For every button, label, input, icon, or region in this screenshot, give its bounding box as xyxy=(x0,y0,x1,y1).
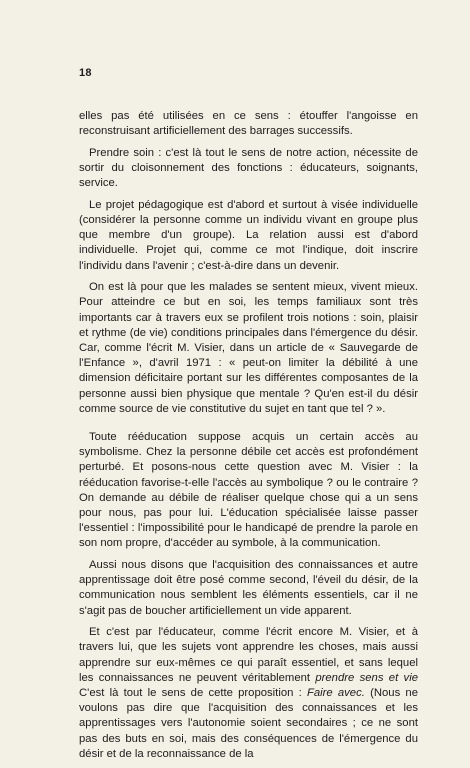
page-number: 18 xyxy=(79,67,92,79)
paragraph-continuation: elles pas été utilisées en ce sens : étouffer l'angoisse en reconstruisant artificiellement des barrages successifs. xyxy=(79,110,418,138)
paragraph-text-part-c: (Nous ne voulons pas dire que l'acquisition des connaissances et les apprentissages vers l'autonomie soient secondaires ; ce ne sont pas des buts en soi, mais des conséquences de l'émergence du désir et de la reconnaissance de la xyxy=(79,687,418,760)
paragraph-mieux-vivre: On est là pour que les malades se sentent mieux, vivent mieux. Pour atteindre ce but en soi, les temps familiaux sont très importants car à travers eux se profilent trois notions : soin, plaisir et rythme (de vie) conditions principales dans l'émergence du désir. Car, comme l'écrit M. Visier, dans un article de « Sauvegarde de l'Enfance », d'avril 1971 : « peut-on limiter la débilité à une dimension déficitaire portant sur les différentes composantes de la personne aussi bien physique que mentale ? Qu'en est-il du désir comme source de vie constitutive du sujet en tant que tel ? ». xyxy=(79,281,418,415)
paragraph-text-part-a: Et c'est par l'éducateur, comme l'écrit encore M. Visier, et à travers lui, que les sujets vont apprendre les choses, mais aussi apprendre sur eux-mêmes ce qui paraît essentiel, et sans lequel les connaissances ne peuvent véritablement xyxy=(79,626,418,684)
paragraph-acquisition: Aussi nous disons que l'acquisition des connaissances et autre apprentissage doit être posé comme second, l'éveil du désir, de la communication nous semblent les éléments essentiels, car il ne s'agit pas de boucher artificiellement un vide apparent. xyxy=(79,559,418,617)
italic-faire-avec: Faire avec. xyxy=(306,687,365,700)
paragraph-text-part-b: C'est là tout le sens de cette proposition : xyxy=(79,687,307,700)
paragraph-reeducation: Toute rééducation suppose acquis un certain accès au symbolisme. Chez la personne débile cet accès est profondément perturbé. Et posons-nous cette question avec M. Visier : la rééducation favorise-t-elle l'accès au symbolique ? ou le contraire ? On demande au débile de réaliser quelque chose qui a un sens pour nous, pas pour lui. L'éducation spécialisée laisse passer l'essentiel : l'impossibilité pour le handicapé de prendre la parole en son nom propre, d'accéder au symbole, à la communication. xyxy=(79,431,418,550)
paragraph-prendre-soin: Prendre soin : c'est là tout le sens de notre action, nécessite de sortir du cloisonnement des fonctions : éducateurs, soignants, service. xyxy=(79,146,418,190)
italic-prendre-sens: prendre sens et vie xyxy=(315,671,418,684)
body-text xyxy=(79,109,418,768)
paragraph-educateur xyxy=(79,625,418,762)
paragraph-projet-pedagogique: Le projet pédagogique est d'abord et surtout à visée individuelle (considérer la personne comme un individu vivant en groupe plus que membre d'un groupe). La relation aussi est d'abord individuelle. Projet qui, comme ce mot l'indique, doit inscrire l'individu dans l'avenir ; c'est-à-dire dans un devenir. xyxy=(79,198,418,272)
